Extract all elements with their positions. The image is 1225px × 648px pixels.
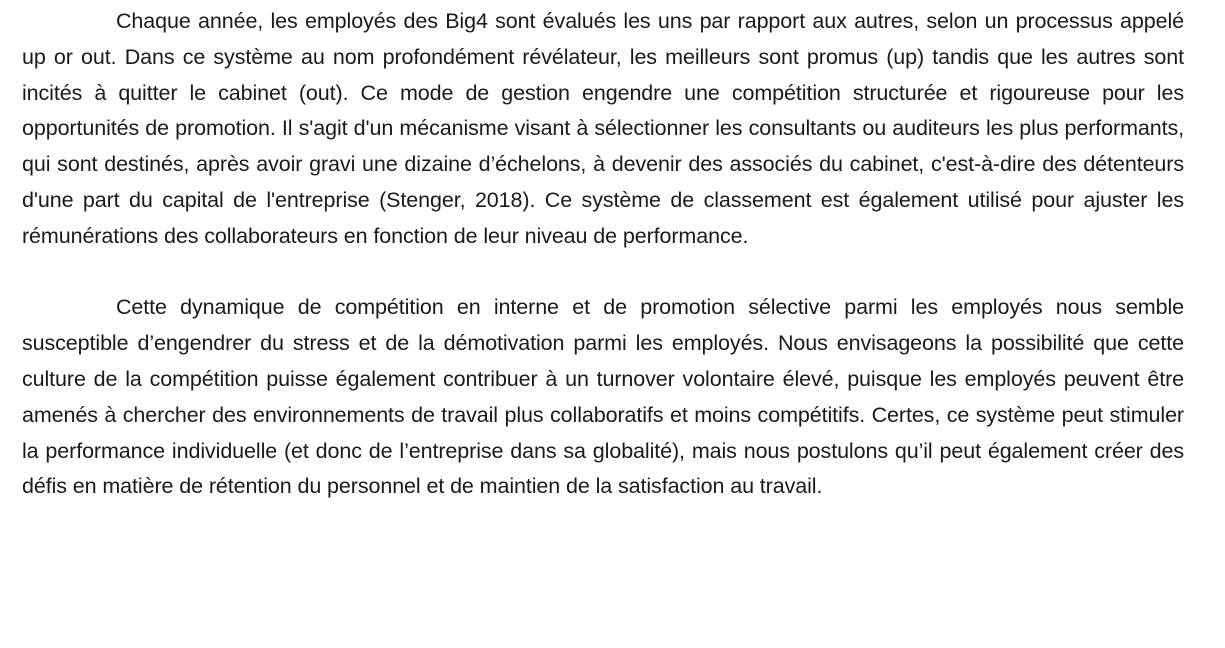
- document-page: [22, 4, 1184, 505]
- paragraph-up-or-out: Chaque année, les employés des Big4 sont évalués les uns par rapport aux autres, selon un processus appelé up or out. Dans ce système au nom profondément révélateur, les meilleurs sont promus (up) tandis que les autres sont incités à quitter le cabinet (out). Ce mode de gestion engendre une compétition structurée et rigoureuse pour les opportunités de promotion. Il s'agit d'un mécanisme visant à sélectionner les consultants ou auditeurs les plus performants, qui sont destinés, après avoir gravi une dizaine d’échelons, à devenir des associés du cabinet, c'est-à-dire des détenteurs d'une part du capital de l'entreprise (Stenger, 2018). Ce système de classement est également utilisé pour ajuster les rémunérations des collaborateurs en fonction de leur niveau de performance.: [22, 9, 1184, 248]
- paragraph-competition-dynamics: Cette dynamique de compétition en interne et de promotion sélective parmi les employés nous semble susceptible d’engendrer du stress et de la démotivation parmi les employés. Nous envisageons la possibilité que cette culture de la compétition puisse également contribuer à un turnover volontaire élevé, puisque les employés peuvent être amenés à chercher des environnements de travail plus collaboratifs et moins compétitifs. Certes, ce système peut stimuler la performance individuelle (et donc de l’entreprise dans sa globalité), mais nous postulons qu’il peut également créer des défis en matière de rétention du personnel et de maintien de la satisfaction au travail.: [22, 295, 1184, 499]
